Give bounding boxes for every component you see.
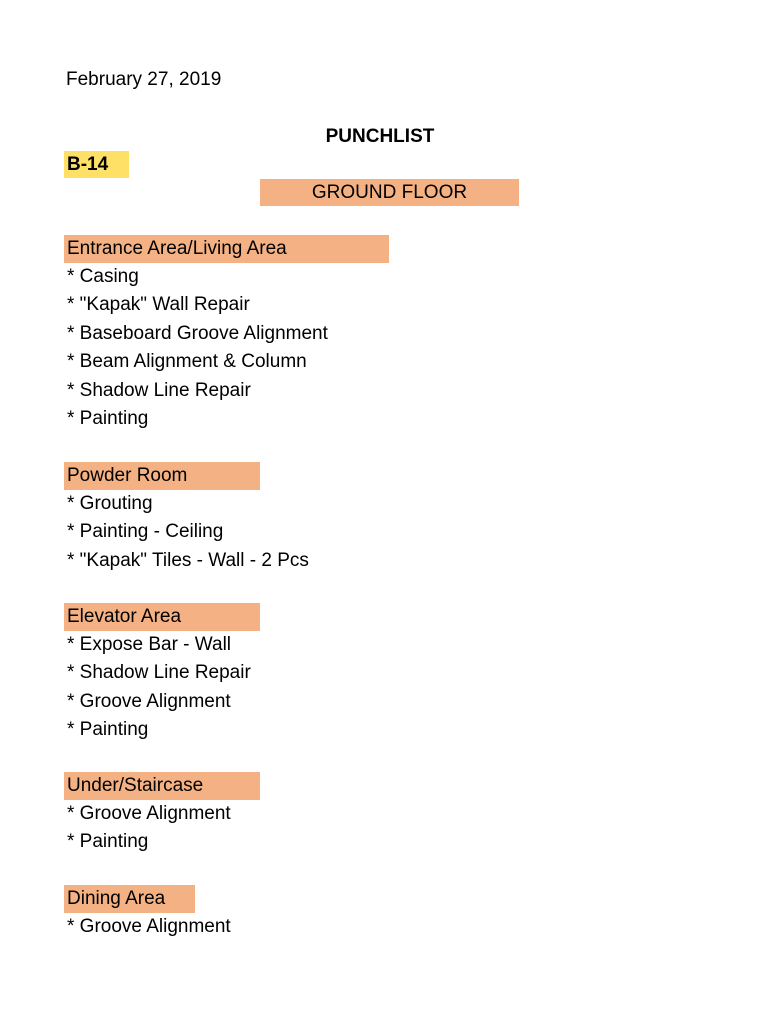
floor-heading: GROUND FLOOR — [260, 179, 519, 206]
item-list — [64, 800, 764, 857]
unit-badge: B-14 — [64, 151, 129, 178]
section-header: Under/Staircase — [64, 772, 260, 800]
list-item: * Beam Alignment & Column — [67, 351, 307, 373]
section-entrance-living-area — [64, 235, 764, 433]
section-header: Powder Room — [64, 462, 260, 490]
list-item: * "Kapak" Wall Repair — [67, 294, 250, 316]
section-header: Dining Area — [64, 885, 195, 913]
list-item: * Painting — [67, 719, 149, 741]
document-title: PUNCHLIST — [325, 126, 435, 147]
section-under-staircase — [64, 772, 764, 857]
item-list — [64, 631, 764, 745]
list-item: * Shadow Line Repair — [67, 379, 251, 401]
document-date: February 27, 2019 — [66, 69, 222, 90]
list-item: * Painting — [67, 831, 149, 853]
section-elevator-area — [64, 603, 764, 745]
section-powder-room — [64, 462, 764, 575]
list-item: * Grouting — [67, 493, 153, 514]
list-item: * Expose Bar - Wall — [67, 634, 232, 655]
section-header: Entrance Area/Living Area — [64, 235, 389, 263]
list-item: * Groove Alignment — [67, 916, 231, 937]
list-item: * Painting - Ceiling — [67, 521, 224, 543]
list-item: * "Kapak" Tiles - Wall - 2 Pcs — [67, 549, 309, 571]
item-list — [64, 263, 764, 433]
item-list — [64, 490, 764, 575]
list-item: * Painting — [67, 407, 149, 429]
list-item: * Groove Alignment — [67, 803, 231, 824]
list-item: * Baseboard Groove Alignment — [67, 322, 328, 344]
list-item: * Casing — [67, 266, 139, 287]
section-header: Elevator Area — [64, 603, 260, 631]
list-item: * Shadow Line Repair — [67, 662, 251, 684]
list-item: * Groove Alignment — [67, 690, 231, 712]
section-dining-area — [64, 885, 764, 941]
item-list — [64, 913, 764, 941]
